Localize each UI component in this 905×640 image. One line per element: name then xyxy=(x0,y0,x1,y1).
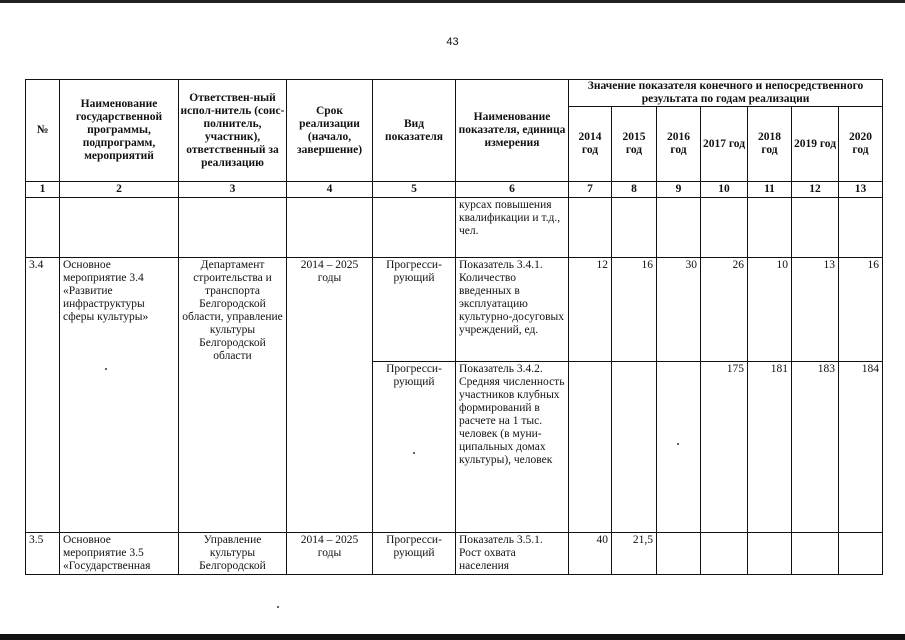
column-number: 5 xyxy=(373,182,456,198)
indicator-name: Показатель 3.4.1. Количество введенных в эксплуатацию культурно-досуговых учреждений, ед. xyxy=(456,258,569,362)
value-2018 xyxy=(748,533,792,575)
value-2014 xyxy=(569,362,612,533)
scan-speck xyxy=(677,443,679,445)
implementation-term: 2014 – 2025 годы xyxy=(287,258,373,533)
implementation-term: 2014 – 2025 годы xyxy=(287,533,373,575)
value-2018: 10 xyxy=(748,258,792,362)
value-2019 xyxy=(792,533,839,575)
column-number: 11 xyxy=(748,182,792,198)
scan-speck xyxy=(105,368,107,370)
header-term: Срок реализации (начало, завершение) xyxy=(287,80,373,182)
value-2018: 181 xyxy=(748,362,792,533)
header-values-group: Значение показателя конечного и непосредственного результата по годам реализации xyxy=(569,80,883,107)
table-row-3-4 xyxy=(26,258,883,362)
value-2019: 183 xyxy=(792,362,839,533)
header-no: № xyxy=(26,80,60,182)
column-number: 4 xyxy=(287,182,373,198)
value-2019: 13 xyxy=(792,258,839,362)
measure-name: Основное мероприятие 3.4 «Развитие инфраструктуры сферы культуры» xyxy=(60,258,179,533)
value-2015 xyxy=(612,362,657,533)
column-number: 2 xyxy=(60,182,179,198)
header-program-name: Наименование государственной программы, подпрограмм, мероприятий xyxy=(60,80,179,182)
indicator-type: Прогресси-рующий xyxy=(373,258,456,362)
column-number: 1 xyxy=(26,182,60,198)
header-indicator-name: Наименование показателя, единица измерения xyxy=(456,80,569,182)
indicator-name: Показатель 3.4.2. Средняя численность участников клубных формирований в расчете на 1 тыс. человек (в муни-ципальных домах культуры), человек xyxy=(456,362,569,533)
page-number: 43 xyxy=(446,36,459,48)
indicator-type: Прогресси-рующий xyxy=(373,533,456,575)
header-year-2018: 2018 год xyxy=(748,107,792,182)
indicators-table xyxy=(25,79,883,575)
value-2016 xyxy=(657,533,701,575)
responsible-part-a: Департамент строительства и транспорта Белгородской области, управление культуры xyxy=(182,259,283,336)
header-year-2016: 2016 год xyxy=(657,107,701,182)
column-number: 12 xyxy=(792,182,839,198)
header-year-2020: 2020 год xyxy=(839,107,883,182)
value-2020: 16 xyxy=(839,258,883,362)
header-year-2017: 2017 год xyxy=(701,107,748,182)
table-row-continuation xyxy=(26,198,883,258)
value-2017: 175 xyxy=(701,362,748,533)
value-2015: 21,5 xyxy=(612,533,657,575)
row-number: 3.5 xyxy=(26,533,60,575)
measure-name: Основное мероприятие 3.5 «Государственная xyxy=(60,533,179,575)
value-2016: 30 xyxy=(657,258,701,362)
responsible-executor: Управление культуры Белгородской xyxy=(179,533,287,575)
indicator-type: Прогресси-рующий xyxy=(373,362,456,533)
header-responsible: Ответствен-ный испол-нитель (соис-полнитель, участник), ответственный за реализацию xyxy=(179,80,287,182)
value-2015: 16 xyxy=(612,258,657,362)
value-2014: 12 xyxy=(569,258,612,362)
scan-speck xyxy=(413,452,415,454)
column-number: 13 xyxy=(839,182,883,198)
column-number: 9 xyxy=(657,182,701,198)
value-2020: 184 xyxy=(839,362,883,533)
bottom-border-line xyxy=(0,634,905,640)
scan-speck xyxy=(277,606,279,608)
value-2017 xyxy=(701,533,748,575)
responsible-executor xyxy=(179,258,287,533)
value-2014: 40 xyxy=(569,533,612,575)
header-year-2015: 2015 год xyxy=(612,107,657,182)
column-number: 3 xyxy=(179,182,287,198)
column-number: 8 xyxy=(612,182,657,198)
responsible-part-b: Белгородской области xyxy=(199,337,266,362)
top-border-line xyxy=(0,0,905,3)
header-year-2019: 2019 год xyxy=(792,107,839,182)
value-2020 xyxy=(839,533,883,575)
indicator-cell: курсах повышения квалификации и т.д., чел. xyxy=(456,198,569,258)
indicator-name: Показатель 3.5.1. Рост охвата населения xyxy=(456,533,569,575)
row-number: 3.4 xyxy=(26,258,60,533)
value-2016 xyxy=(657,362,701,533)
column-number: 7 xyxy=(569,182,612,198)
value-2017: 26 xyxy=(701,258,748,362)
table-row-3-5 xyxy=(26,533,883,575)
header-indicator-type: Вид показателя xyxy=(373,80,456,182)
header-year-2014: 2014 год xyxy=(569,107,612,182)
column-numbers-row xyxy=(26,182,883,198)
column-number: 6 xyxy=(456,182,569,198)
column-number: 10 xyxy=(701,182,748,198)
